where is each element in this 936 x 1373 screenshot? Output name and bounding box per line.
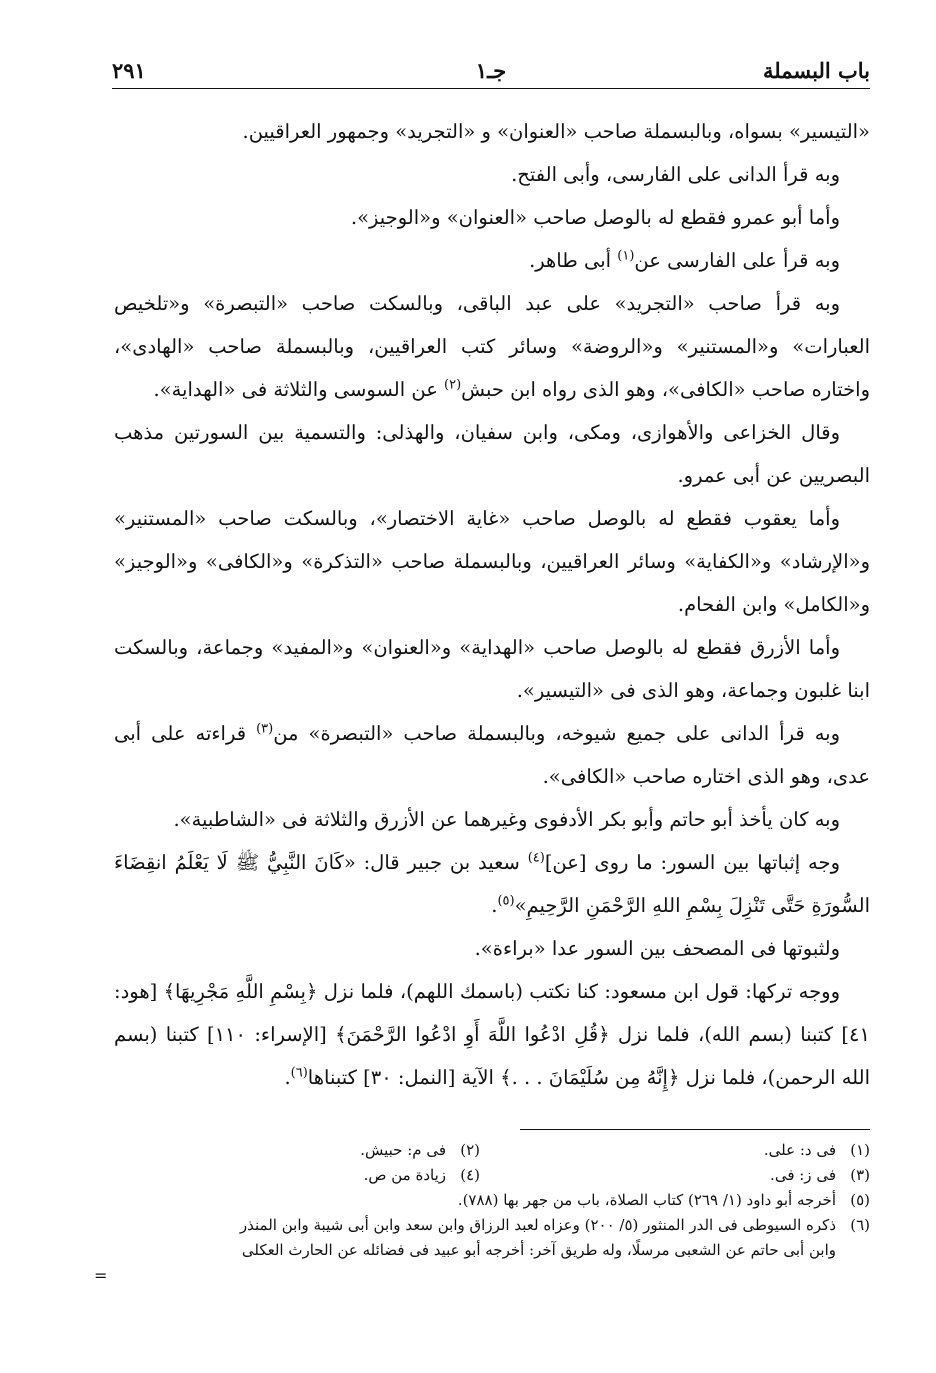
paragraph: ولثبوتها فى المصحف بين السور عدا «براءة». bbox=[474, 937, 840, 960]
footnote-ref: (٣) bbox=[256, 721, 274, 737]
footnote-row bbox=[90, 1163, 870, 1188]
footnote-ref: (١) bbox=[617, 248, 635, 264]
paragraph: وأما يعقوب فقطع له بالوصل صاحب «غاية الاختصار»، وبالسكت صاحب «المستنير» و«الإرشاد» و«الكفاية» وسائر العراقيين، وبالبسملة صاحب «التذكرة» و«الكافى» و«الوجيز» و«الكامل» وابن الفحام. bbox=[114, 507, 870, 616]
page-header bbox=[112, 52, 870, 88]
footnote-ref: (٦) bbox=[290, 1065, 308, 1081]
footnote-ref: (٤) bbox=[527, 850, 545, 866]
paragraph: وبه قرأ الدانى على جميع شيوخه، وبالبسملة صاحب «التبصرة» من$^{(٣)}$ قراءته على أبى عدى، وهو الذى اختاره صاحب «الكافى». bbox=[114, 721, 870, 788]
paragraph: وبه قرأ الدانى على الفارسى، وأبى الفتح. bbox=[511, 163, 840, 186]
footnote: (٥) أخرجه أبو داود (١/ ٢٦٩) كتاب الصلاة، باب من جهر بها (٧٨٨). bbox=[457, 1191, 870, 1209]
footnotes bbox=[90, 1138, 870, 1263]
footnote-row bbox=[90, 1138, 870, 1163]
paragraph: وبه كان يأخذ أبو حاتم وأبو بكر الأدفوى وغيرهما عن الأزرق والثلاثة فى «الشاطبية». bbox=[173, 808, 840, 831]
paragraph: «التيسير» بسواه، وبالبسملة صاحب «العنوان» و «التجريد» وجمهور العراقيين. bbox=[242, 120, 870, 143]
footnote-continuation: وابن أبى حاتم عن الشعبى مرسلًا، وله طريق آخر: أخرجه أبو عبيد فى فضائله عن الحارث العكلى bbox=[241, 1241, 836, 1259]
paragraph: وبه قرأ على الفارسى عن$^{(١)}$ أبى طاهر. bbox=[529, 248, 840, 272]
continuation-mark: = bbox=[94, 1266, 108, 1285]
paragraph: وأما أبو عمرو فقطع له بالوصل صاحب «العنوان» و«الوجيز». bbox=[350, 206, 840, 229]
footnote: (٣) فى ز: فى. bbox=[770, 1166, 870, 1184]
paragraph: ووجه تركها: قول ابن مسعود: كنا نكتب (باسمك اللهم)، فلما نزل ﴿بِسْمِ اللَّهِ مَجْرِيهَا﴾ [هود: ٤١] كتبنا (بسم الله)، فلما نزل ﴿قُلِ ادْعُوا اللَّهَ أَوِ ادْعُوا الرَّحْمَنَ﴾ [الإسراء: ١١٠] كتبنا (بسم الله الرحمن)، فلما نزل ﴿إِنَّهُ مِن سُلَيْمَانَ . . .﴾ الآية [النمل: ٣٠] كتبناها$^{(٦)}$. bbox=[114, 980, 870, 1089]
paragraph: وقال الخزاعى والأهوازى، ومكى، وابن سفيان، والهذلى: والتسمية بين السورتين مذهب البصريين عن أبى عمرو. bbox=[114, 421, 870, 487]
paragraph: وأما الأزرق فقطع له بالوصل صاحب «الهداية» و«العنوان» و«المفيد» وجماعة، وبالسكت ابنا غلبون وجماعة، وهو الذى فى «التيسير». bbox=[114, 636, 870, 702]
main-text bbox=[114, 110, 870, 1099]
footnote: (٦) ذكره السيوطى فى الدر المنثور (٥/ ٢٠٠) وعزاه لعبد الرزاق وابن سعد وابن أبى شيبة وابن المنذر bbox=[239, 1216, 870, 1234]
footnote-divider bbox=[520, 1129, 870, 1130]
footnote: (٢) فى م: حبيش. bbox=[360, 1141, 480, 1159]
footnote-ref: (٥) bbox=[497, 893, 515, 909]
header-divider bbox=[112, 88, 870, 89]
volume-label: جـ١ bbox=[475, 58, 507, 83]
chapter-title: باب البسملة bbox=[763, 58, 870, 83]
footnote-ref: (٢) bbox=[444, 377, 462, 393]
footnote: (٤) زيادة من ص. bbox=[363, 1166, 480, 1184]
paragraph: وبه قرأ صاحب «التجريد» على عبد الباقى، وبالسكت صاحب «التبصرة» و«تلخيص العبارات» و«المستنير» و«الروضة» وسائر كتب العراقيين، وبالبسملة صاحب «الهادى»، واختاره صاحب «الكافى»، وهو الذى رواه ابن حبش$^{(٢)}$ عن السوسى والثلاثة فى «الهداية». bbox=[114, 292, 870, 401]
page-number: ٢٩١ bbox=[112, 58, 146, 83]
footnote: (١) فى د: على. bbox=[763, 1141, 870, 1159]
paragraph: وجه إثباتها بين السور: ما روى [عن]$^{(٤)}$ سعيد بن جبير قال: «كَانَ النَّبِيُّ ﷺ لَا يَعْلَمُ انقِضَاءَ السُّورَةِ حَتَّى تَنْزِلَ بِسْمِ اللهِ الرَّحْمَنِ الرَّحِيمِ»$^{(٥)}$. bbox=[114, 850, 870, 917]
